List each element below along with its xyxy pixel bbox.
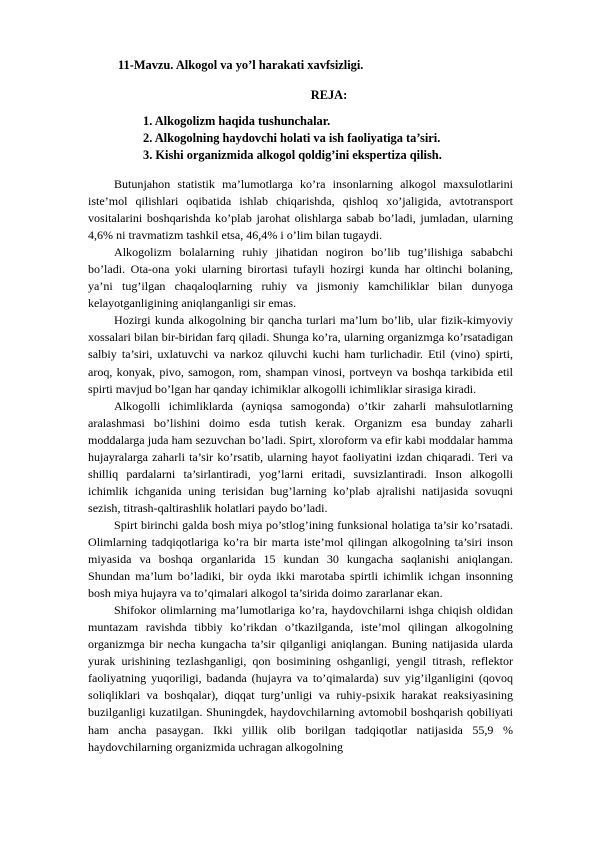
body-paragraph: Hozirgi kunda alkogolning bir qancha turlari ma’lum bo’lib, ular fizik-kimyoviy xossalari bilan bir-biridan farq qiladi. Shunga ko’ra, ularning organizmga ko’rsatadigan salbiy ta’siri, uxlatuvchi va narkoz qiluvchi kuchi ham turlichadir. Etil (vino) spirti, aroq, konyak, pivo, samogon, rom, shampan vinosi, portveyn va boshqa tarkibida etil spirti mavjud bo’lgan har qanday ichimiklar alkogolli ichimliklar sirasiga kiradi. [88,313,513,396]
body-paragraph: Alkogolli ichimliklarda (ayniqsa samogonda) o’tkir zaharli mahsulotlarning aralashmasi bo’lishini doimo esda tutish kerak. Organizm esa bunday zaharli moddalarga juda ham sezuvchan bo’ladi. Spirt, xloroform va efir kabi moddalar hamma hujayralarga zaharli ta’sir ko’rsatib, ularning hayot faoliyatini izdan chiqaradi. Teri va shilliq pardalarni ta’sirlantiradi, yog’larni eritadi, suvsizlantiradi. Inson alkogolli ichimlik ichganida uning terisidan bug’larning ko’plab ajralishi natijasida sovuqni sezish, titrash-qaltirashlik holatlari paydo bo’ladi. [88,398,513,515]
document-title: 11-Mavzu. Alkogol va yo’l harakati xavfsizligi. [118,58,364,72]
body-paragraph: Spirt birinchi galda bosh miya po’stlog’ining funksional holatiga ta’sir ko’rsatadi. Olimlarning tadqiqotlariga ko’ra bir marta iste’mol qilingan alkogolning ta’siri inson miyasida va boshqa organlarida 15 kundan 30 kungacha saqlanishi aniqlangan. Shundan ma’lum bo’ladiki, bir oyda ikki marotaba spirtli ichimlik ichgan insonning bosh miya hujayra va to’qimalari alkogol ta’sirida doimo zararlanar ekan. [88,517,513,601]
plan-item: 3. Kishi organizmida alkogol qoldig’ini ekspertiza qilish. [143,148,442,162]
body-paragraph: Butunjahon statistik ma’lumotlarga ko’ra insonlarning alkogol maxsulotlarini iste’mol qilishlari oqibatida ishlab chiqarishda, qishloq xo’jaligida, avtotransport vositalarini boshqarishda ko’plab jarohat olishlarga sabab bo’ladi, jumladan, ularning 4,6% ni travmatizm tashkil etsa, 46,4% i o’lim bilan tugaydi. [88,177,513,243]
body-paragraph: Shifokor olimlarning ma’lumotlariga ko’ra, haydovchilarni ishga chiqish oldidan muntazam ravishda tibbiy ko’rikdan o’tkazilganda, iste’mol qilingan alkogolning organizmga bir necha kungacha ta’sir qilganligi aniqlangan. Buning natijasida ularda yurak urishining tezlashganligi, qon bosimining oshganligi, yengil titrash, reflektor faoliyatning yuqoriligi, badanda (hujayra va to’qimalarda) suv yig’ilganligini (qovoq soliqliklari va boshqalar), diqqat turg’unligi va ruhiy-psixik harakat reaksiyasining buzilganligi kuzatilgan. Shuningdek, haydovchilarning avtomobil boshqarish qobiliyati ham ancha pasaygan. Ikki yillik olib borilgan tadqiqotlar natijasida 55,9 % haydovchilarning organizmida uchragan alkogolning [88,603,513,754]
body-text [88,176,513,756]
plan-heading: REJA: [310,88,348,102]
plan-item: 1. Alkogolizm haqida tushunchalar. [143,114,331,128]
plan-list [143,113,442,164]
body-paragraph: Alkogolizm bolalarning ruhiy jihatidan nogiron bo’lib tug’ilishiga sababchi bo’ladi. Ota-ona yoki ularning birortasi tufayli hozirgi kunda har oltinchi bolaning, ya’ni tug’ilgan chaqaloqlarning ruhiy va jismoniy kamchiliklar bilan dunyoga kelayotganligining aniqlanganligi sir emas. [88,245,513,311]
plan-item: 2. Alkogolning haydovchi holati va ish faoliyatiga ta’siri. [143,131,441,145]
